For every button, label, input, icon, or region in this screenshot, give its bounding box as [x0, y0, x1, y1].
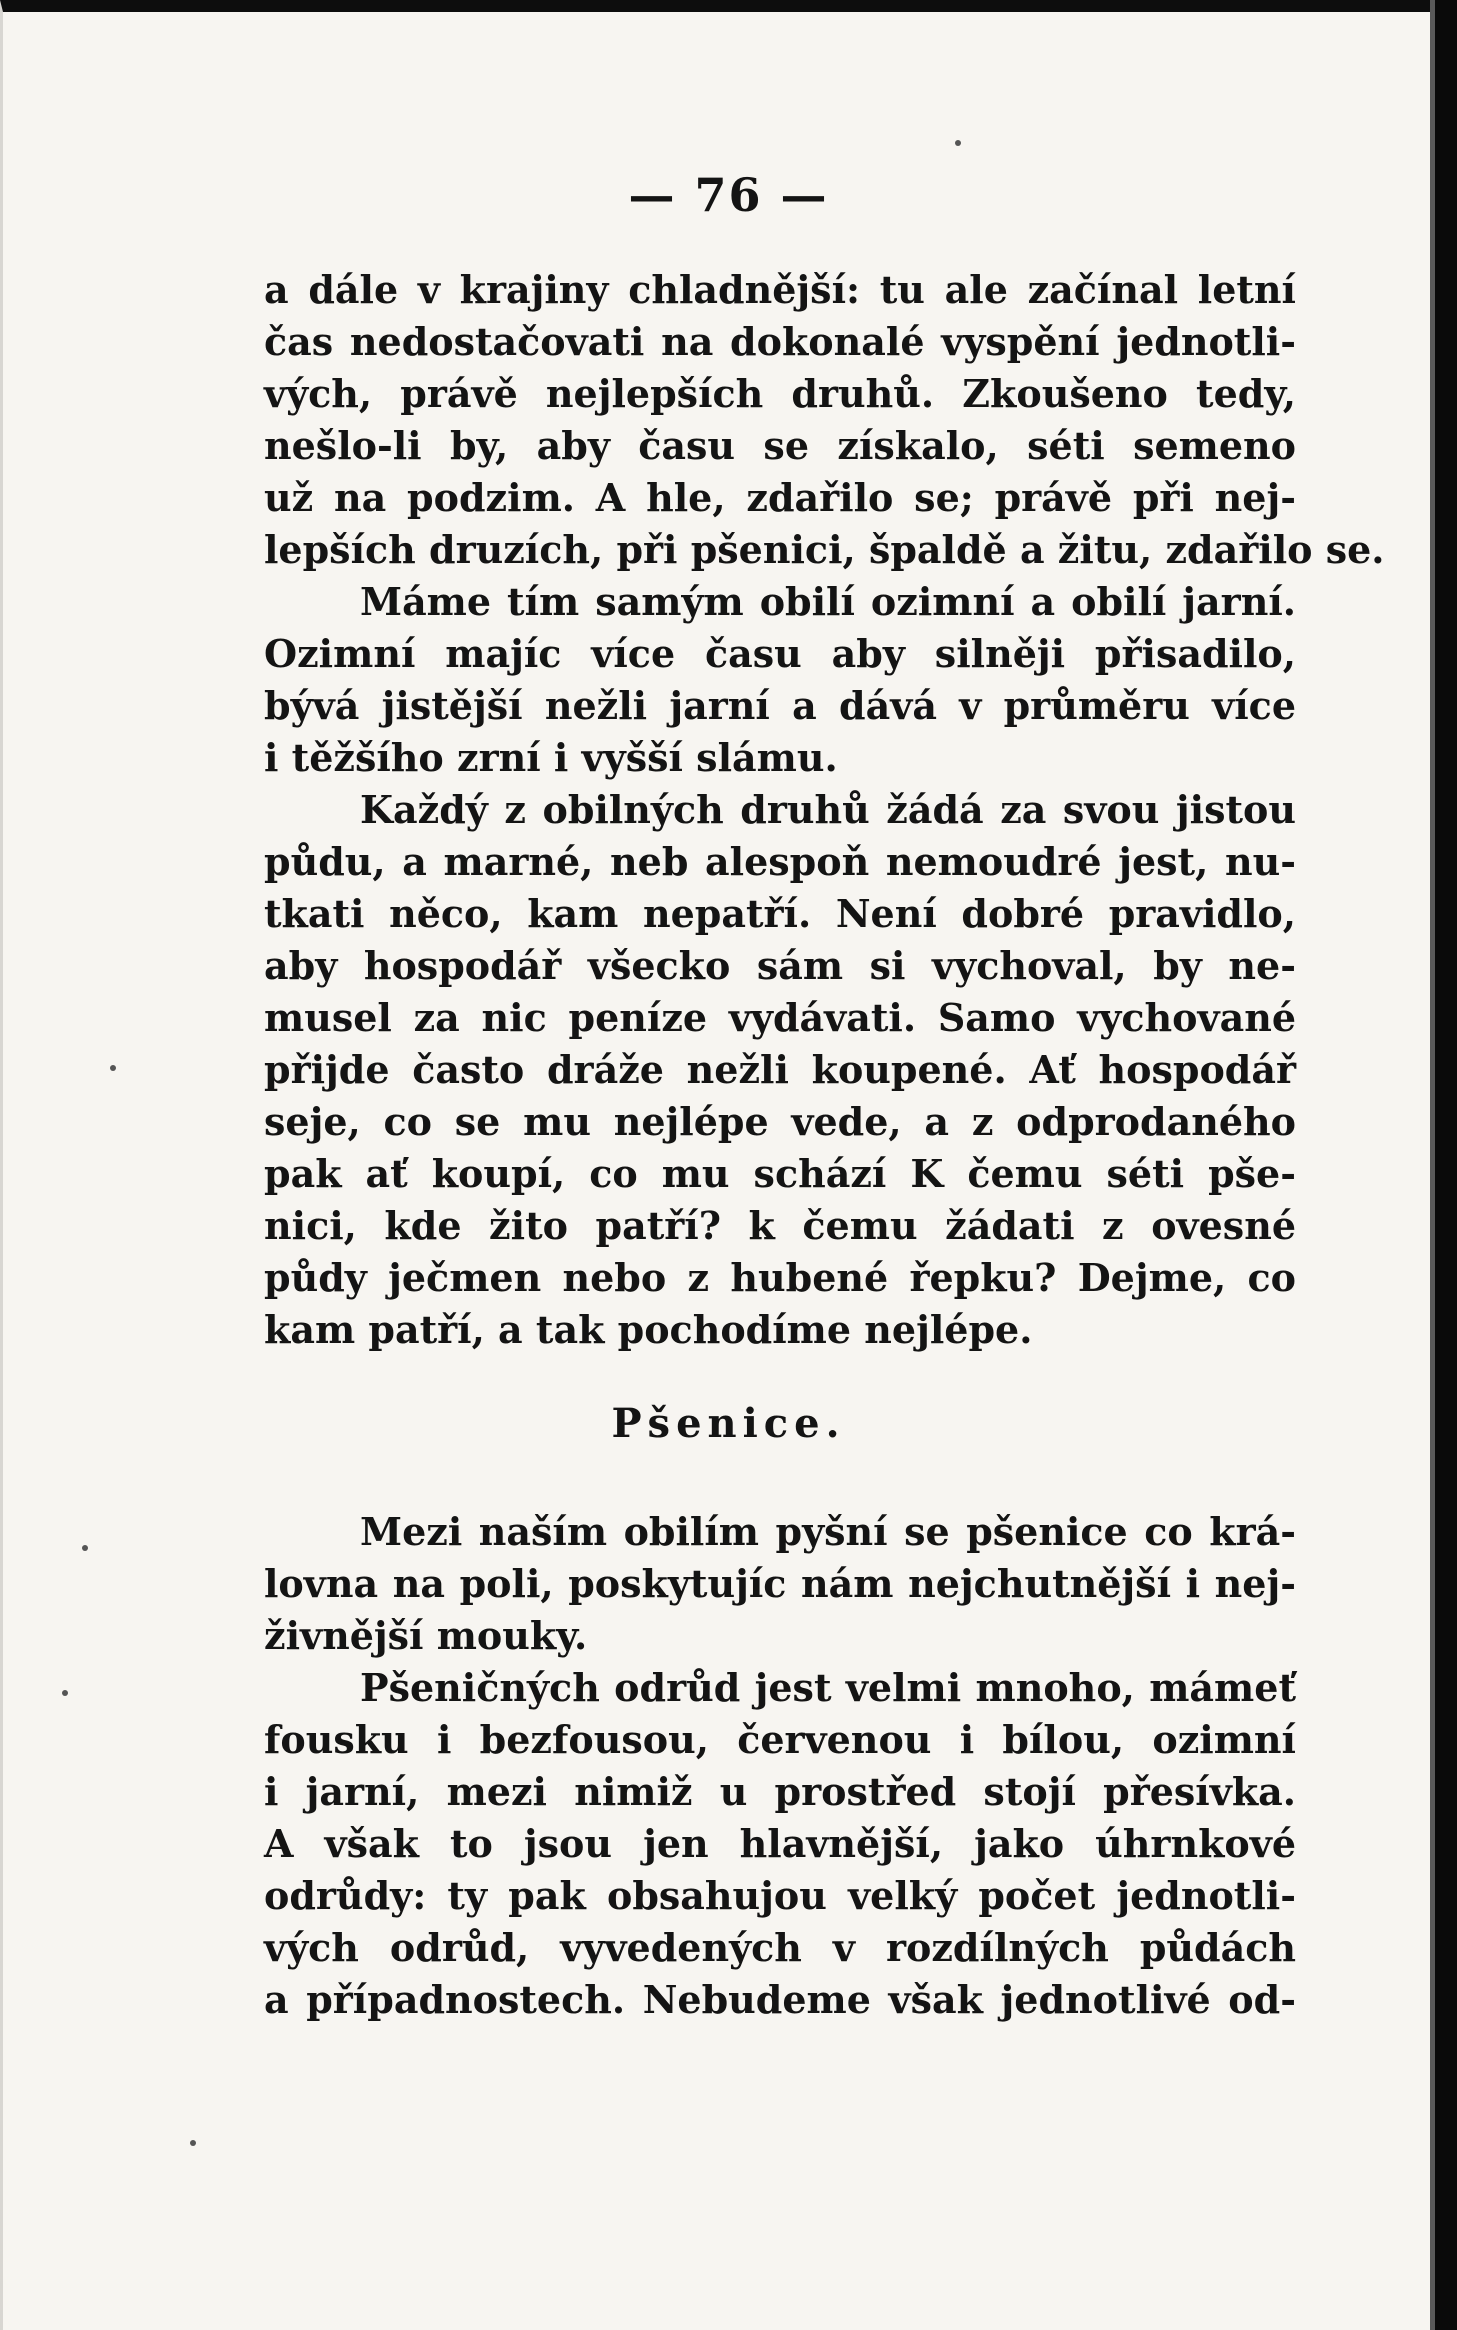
text-line: Ozimní majíc více času aby silněji přisadilo,	[264, 631, 1296, 676]
text-line: vých odrůd, vyvedených v rozdílných půdách	[264, 1925, 1296, 1970]
scan-speck	[110, 1065, 116, 1071]
text-line: fousku i bezfousou, červenou i bílou, ozimní	[264, 1717, 1296, 1762]
text-line: nešlo-li by, aby času se získalo, séti semeno	[264, 423, 1296, 468]
text-line: i jarní, mezi nimiž u prostřed stojí přesívka.	[264, 1769, 1296, 1814]
scan-speck	[62, 1690, 68, 1696]
text-line: už na podzim. A hle, zdařilo se; právě při nej-	[264, 475, 1296, 520]
text-line: nici, kde žito patří? k čemu žádati z ovesné	[264, 1203, 1296, 1248]
text-line: živnější mouky.	[264, 1613, 588, 1658]
text-line: tkati něco, kam nepatří. Není dobré pravidlo,	[264, 891, 1296, 936]
text-line: Každý z obilných druhů žádá za svou jistou	[360, 787, 1296, 832]
text-line: lepších druzích, při pšenici, špaldě a žitu, zdařilo se.	[264, 527, 1385, 572]
text-line: A však to jsou jen hlavnější, jako úhrnkové	[264, 1821, 1296, 1866]
text-line: půdy ječmen nebo z hubené řepku? Dejme, co	[264, 1255, 1296, 1300]
text-line: Máme tím samým obilí ozimní a obilí jarní.	[360, 579, 1296, 624]
text-line: aby hospodář všecko sám si vychoval, by ne-	[264, 943, 1296, 988]
scan-speck	[82, 1545, 88, 1551]
text-line: Mezi naším obilím pyšní se pšenice co krá-	[360, 1509, 1296, 1554]
text-line: kam patří, a tak pochodíme nejlépe.	[264, 1307, 1033, 1352]
text-line: seje, co se mu nejlépe vede, a z odprodaného	[264, 1099, 1296, 1144]
text-line: Pšeničných odrůd jest velmi mnoho, mámeť	[360, 1665, 1296, 1710]
text-line: musel za nic peníze vydávati. Samo vychované	[264, 995, 1296, 1040]
text-line: i těžšího zrní i vyšší slámu.	[264, 735, 838, 780]
text-line: čas nedostačovati na dokonalé vyspění jednotli-	[264, 319, 1296, 364]
text-line: přijde často dráže nežli koupené. Ať hospodář	[264, 1047, 1296, 1092]
scan-speck	[955, 140, 961, 146]
text-block-1	[264, 264, 1385, 1356]
text-line: a dále v krajiny chladnější: tu ale začínal letní	[264, 267, 1296, 312]
scan-speck	[190, 2140, 196, 2146]
scan-border	[1435, 0, 1457, 2330]
text-line: půdu, a marné, neb alespoň nemoudré jest, nu-	[264, 839, 1296, 884]
section-title: Pšenice.	[611, 1400, 846, 1447]
text-line: vých, právě nejlepších druhů. Zkoušeno tedy,	[264, 371, 1296, 416]
page-number-header: — 76 —	[628, 168, 829, 222]
text-line: bývá jistější nežli jarní a dává v průměru více	[264, 683, 1296, 728]
text-line: pak ať koupí, co mu schází K čemu séti pše-	[264, 1151, 1296, 1196]
text-block-2	[264, 1506, 1296, 2026]
text-line: a případnostech. Nebudeme však jednotlivé od-	[264, 1977, 1296, 2022]
text-line: odrůdy: ty pak obsahujou velký počet jednotli-	[264, 1873, 1296, 1918]
text-line: lovna na poli, poskytujíc nám nejchutnější i nej-	[264, 1561, 1296, 1606]
